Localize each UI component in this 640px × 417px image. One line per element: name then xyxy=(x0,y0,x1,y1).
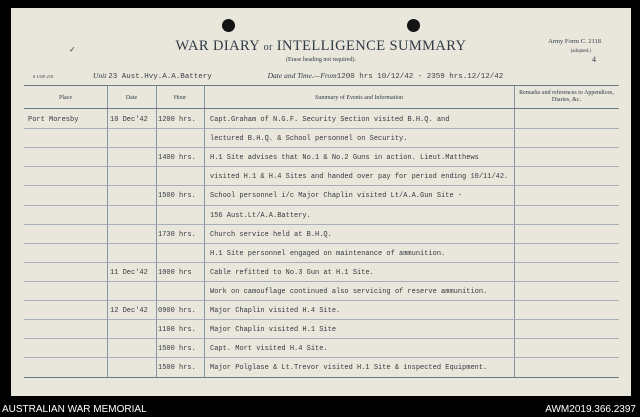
cell-summary: Capt. Mort visited H.4 Site. xyxy=(210,345,328,354)
cell-summary: Work on camouflage continued also servicing of reserve ammunition. xyxy=(210,287,488,296)
row-rule xyxy=(24,128,619,129)
punch-hole-left xyxy=(222,19,235,32)
column-header-place: Place xyxy=(59,95,72,101)
cell-hour: 1000 hrs xyxy=(158,268,192,277)
unit-line xyxy=(93,71,503,81)
cell-summary: Cable refitted to No.3 Gun at H.1 Site. xyxy=(210,268,374,277)
cell-summary: Church service held at B.H.Q. xyxy=(210,230,332,239)
title-subtitle: (Erase heading not required). xyxy=(286,57,356,63)
cell-summary: Major Polglase & Lt.Trevor visited H.1 Site & inspected Equipment. xyxy=(210,364,488,373)
cell-hour: 1200 hrs. xyxy=(158,116,196,124)
cell-summary: Major Chaplin visited H.4 Site. xyxy=(210,307,341,315)
title-intelligence-summary: INTELLIGENCE SUMMARY xyxy=(276,38,467,54)
cell-date: 10 Dec'42 xyxy=(110,116,148,124)
row-rule xyxy=(24,147,619,148)
tick-mark: ✓ xyxy=(69,45,76,54)
print-code: 6 1339 210 xyxy=(33,74,54,79)
cell-summary: Major Chaplin visited H.1 Site xyxy=(210,326,337,335)
unit-value: 23 Aust.Hvy.A.A.Battery xyxy=(108,73,212,81)
row-rule xyxy=(24,281,619,282)
column-header-summary: Summary of Events and Information xyxy=(315,95,403,101)
cell-hour: 0900 hrs. xyxy=(158,307,196,315)
page-title xyxy=(11,38,631,55)
punch-hole-right xyxy=(407,19,420,32)
cell-summary: School personnel i/c Major Chaplin visited Lt/A.A.Gun Site - xyxy=(210,192,463,201)
unit-label: Unit xyxy=(93,71,107,80)
datetime-label: Date and Time.—From xyxy=(267,71,337,80)
row-rule xyxy=(24,338,619,339)
cell-summary: 156 Aust.Lt/A.A.Battery. xyxy=(210,211,311,220)
row-rule xyxy=(24,357,619,358)
row-rule xyxy=(24,300,619,301)
cell-summary: lectured B.H.Q. & School personnel on Security. xyxy=(210,135,408,144)
cell-summary: H.1 Site personnel engaged on maintenance of ammunition. xyxy=(210,249,446,258)
datetime-value: 1200 hrs 10/12/42 - 2359 hrs.12/12/42 xyxy=(336,73,504,81)
column-header-remarks: Remarks and references to Appendices, Diaries, &c. xyxy=(519,90,614,103)
column-rule xyxy=(204,86,205,377)
corner-mark: 4 xyxy=(592,55,596,64)
column-rule xyxy=(107,86,108,377)
cell-hour: 1500 hrs. xyxy=(158,364,196,373)
cell-place: Port Moresby xyxy=(28,116,79,124)
army-form-number: Army Form C. 2118 xyxy=(548,38,601,45)
cell-hour: 1730 hrs. xyxy=(158,230,196,239)
footer-accession-number: AWM2019.366.2397 xyxy=(545,404,636,415)
war-diary-page xyxy=(11,8,631,396)
cell-hour: 1100 hrs. xyxy=(158,326,196,335)
column-header-hour: Hour xyxy=(173,95,187,101)
cell-hour: 1500 hrs. xyxy=(158,192,196,201)
row-rule xyxy=(24,166,619,167)
cell-hour: 1400 hrs. xyxy=(158,154,196,163)
cell-date: 12 Dec'42 xyxy=(110,307,148,315)
column-header-date: Date xyxy=(125,95,138,101)
row-rule xyxy=(24,205,619,206)
column-rule xyxy=(156,86,157,377)
cell-summary: visited H.1 & H.4 Sites and handed over pay for period ending 10/11/42. xyxy=(210,173,509,182)
cell-hour: 1500 hrs. xyxy=(158,345,196,354)
footer-bar xyxy=(0,398,640,417)
cell-summary: H.1 Site advises that No.1 & No.2 Guns in action. Lieut.Matthews xyxy=(210,154,479,163)
diary-table xyxy=(24,85,619,378)
army-form-adopted: (adopted.) xyxy=(570,49,591,54)
title-war-diary: WAR DIARY xyxy=(175,38,260,54)
cell-summary: Capt.Graham of N.G.F. Security Section visited B.H.Q. and xyxy=(210,116,450,124)
row-rule xyxy=(24,319,619,320)
row-rule xyxy=(24,185,619,186)
row-rule xyxy=(24,224,619,225)
cell-date: 11 Dec'42 xyxy=(110,268,148,277)
header-rule xyxy=(24,108,619,109)
title-or: or xyxy=(263,42,273,53)
column-rule xyxy=(514,86,515,377)
footer-institution: AUSTRALIAN WAR MEMORIAL xyxy=(2,404,147,415)
row-rule xyxy=(24,243,619,244)
row-rule xyxy=(24,262,619,263)
